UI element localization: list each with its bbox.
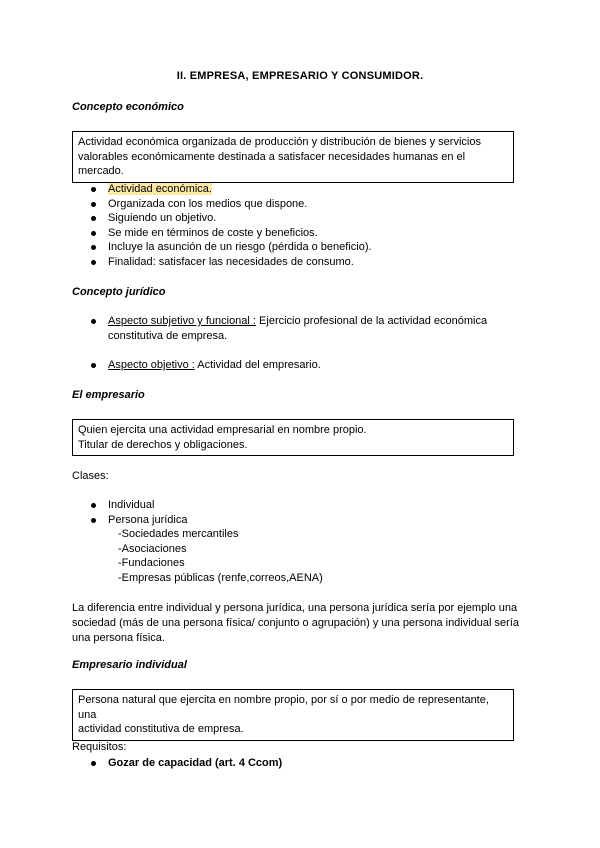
paragraph-line: sociedad (más de una persona física/ conjunto o agrupación) y una persona individual sería [72,617,519,629]
list-item [72,358,321,373]
box-line: Actividad económica organizada de producción y distribución de bienes y servicios [78,136,481,148]
box-line: actividad constitutiva de empresa. [78,723,244,735]
page-title: II. EMPRESA, EMPRESARIO Y CONSUMIDOR. [176,70,424,82]
subtype-item: -Empresas públicas (renfe,correos,AENA) [118,571,323,584]
list-item: Siguiendo un objetivo. [72,211,372,226]
aspect-text: Actividad del empresario. [194,359,321,371]
list-item: Se mide en términos de coste y beneficios. [72,226,372,241]
juridico-list-1 [72,314,487,343]
paragraph-line: La diferencia entre individual y persona jurídica, una persona jurídica sería por ejemplo una [72,602,518,614]
aspect-label: Aspecto objetivo : [108,359,195,371]
aspect-text: Ejercicio profesional de la actividad económica [255,315,488,327]
highlighted-text: Actividad económica. [108,183,212,195]
box-line: Persona natural que ejercita en nombre propio, por sí o por medio de representante, una [78,694,489,721]
economic-bullet-list [72,182,372,270]
aspect-text: constitutiva de empresa. [108,329,228,342]
heading-el-empresario: El empresario [72,389,145,401]
subtype-item: -Fundaciones [118,557,185,570]
definition-box-individual [72,689,514,741]
list-item: Persona jurídica [72,513,188,528]
definition-box-empresario [72,419,514,456]
list-item: Individual [72,498,188,513]
subtype-item: -Asociaciones [118,542,187,555]
subtype-list [118,527,323,585]
list-item [72,314,487,343]
juridico-list-2 [72,358,321,373]
definition-box-economico [72,131,514,183]
requisitos-label: Requisitos: [72,741,127,753]
clases-label: Clases: [72,470,109,482]
list-item: Gozar de capacidad (art. 4 Ccom) [72,756,282,771]
paragraph-line: una persona física. [72,632,165,644]
heading-empresario-individual: Empresario individual [72,659,187,671]
subtype-item: -Sociedades mercantiles [118,528,239,540]
list-item [72,182,372,197]
difference-paragraph [72,601,519,646]
clases-list [72,498,188,527]
aspect-label: Aspecto subjetivo y funcional : [108,315,256,327]
box-line: Quien ejercita una actividad empresarial en nombre propio. [78,424,367,436]
heading-concepto-economico: Concepto económico [72,101,184,113]
heading-concepto-juridico: Concepto jurídico [72,286,166,298]
box-line: valorables económicamente destinada a satisfacer necesidades humanas en el mercado. [78,150,466,177]
list-item: Incluye la asunción de un riesgo (pérdida o beneficio). [72,240,372,255]
list-item: Finalidad: satisfacer las necesidades de consumo. [72,255,372,270]
box-line: Titular de derechos y obligaciones. [78,438,248,451]
requisitos-list [72,756,282,771]
list-item: Organizada con los medios que dispone. [72,197,372,212]
